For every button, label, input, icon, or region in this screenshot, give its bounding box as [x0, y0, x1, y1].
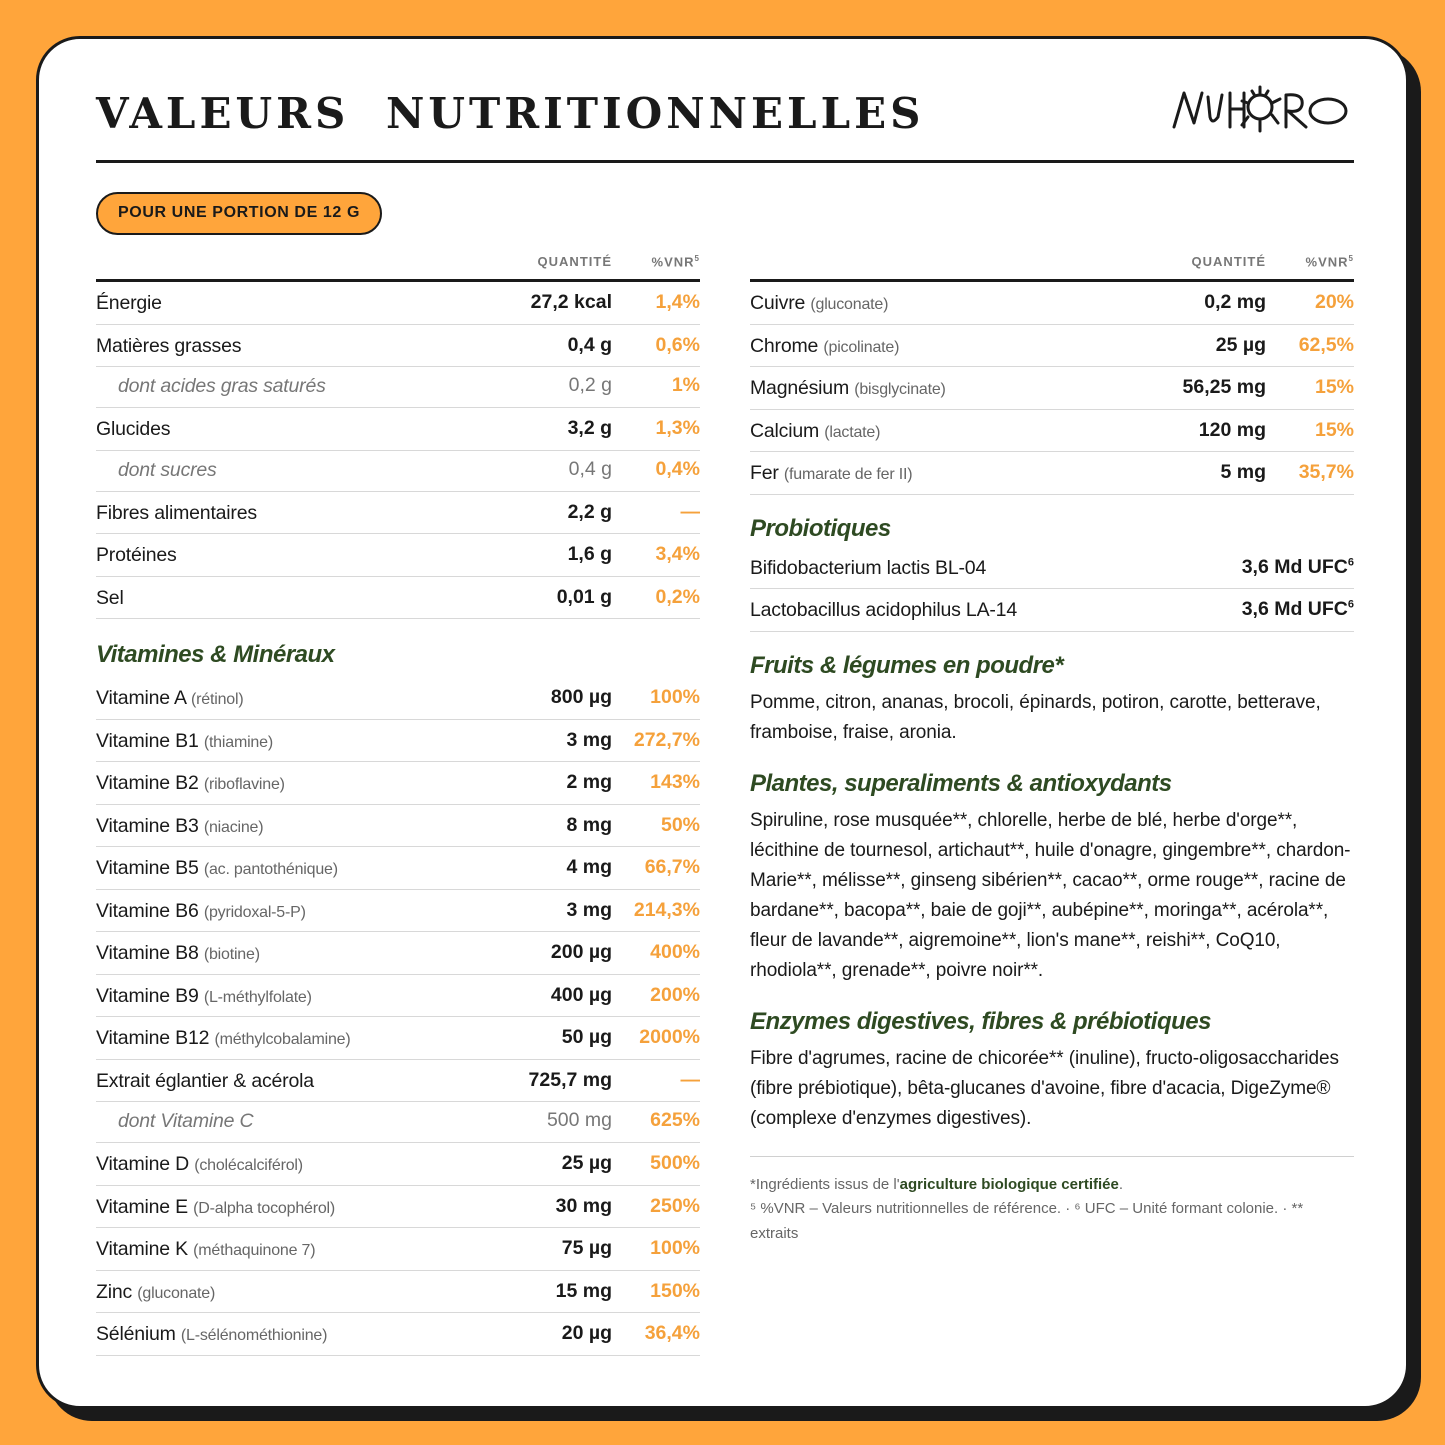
- nutrient-quantity: 4 mg: [566, 856, 612, 878]
- nutrient-form: (gluconate): [810, 296, 889, 313]
- vitamins-table: [96, 677, 700, 1356]
- nutrient-quantity: 20 µg: [561, 1322, 612, 1344]
- nutrient-label: Cuivre: [750, 292, 806, 314]
- nutrient-label: Fibres alimentaires: [96, 501, 257, 524]
- table-row: [96, 720, 700, 763]
- nutrient-vnr: 625%: [650, 1109, 700, 1131]
- plants-heading: Plantes, superaliments & antioxydants: [750, 769, 1172, 797]
- vitamins-heading: Vitamines & Minéraux: [96, 641, 335, 668]
- nutrient-label: dont acides gras saturés: [118, 375, 326, 397]
- nutrient-label: Vitamine B8: [96, 942, 199, 964]
- table-row: [96, 577, 700, 620]
- nutrient-label: Magnésium: [750, 377, 849, 399]
- nutrient-vnr: 100%: [650, 1237, 700, 1259]
- table-row: [750, 547, 1354, 590]
- nutrient-label: Zinc: [96, 1280, 133, 1303]
- table-row: [96, 1017, 700, 1060]
- table-row: [96, 492, 700, 535]
- nutrient-name: [96, 418, 170, 441]
- nutrient-quantity: 27,2 kcal: [530, 291, 612, 313]
- nutrient-vnr: 1%: [671, 374, 700, 396]
- nutrient-name: [750, 462, 912, 485]
- nutrient-vnr: 500%: [650, 1152, 700, 1174]
- table-row: [96, 534, 700, 577]
- title-divider: [96, 160, 1354, 163]
- nutrient-label: Sel: [96, 586, 124, 609]
- portion-badge: POUR UNE PORTION DE 12 G: [96, 192, 382, 235]
- nutrient-name: [750, 420, 880, 443]
- nutrient-label: Vitamine A: [96, 687, 186, 709]
- nutrient-label: dont sucres: [118, 458, 217, 481]
- nutrient-form: (riboflavine): [203, 776, 285, 793]
- probiotic-label: Bifidobacterium lactis BL-04: [750, 556, 987, 579]
- nutrient-label: Vitamine B3: [96, 814, 199, 837]
- nutrient-form: (rétinol): [191, 691, 244, 708]
- table-row: [96, 762, 700, 805]
- nutrient-name: [96, 942, 260, 965]
- plants-text: Spiruline, rose musquée**, chlorelle, herbe de blé, herbe d'orge**, lécithine de tournesol, artichaut**, huile d'onagre, gingembre**, chardon-Marie**, mélisse**, ginseng sibérien**, cacao**, orme rouge**, racine de bardane**, bacopa**, baie de goji**, aubépine**, moringa**, acérola**, fleur de lavande**, aigremoine**, lion's mane**, reishi**, CoQ10, rhodiola**, grenade**, poivre noir**.: [750, 809, 1351, 981]
- nutrient-form: (picolinate): [823, 338, 900, 356]
- footnote-definitions: ⁵ %VNR – Valeurs nutritionnelles de référence. · ⁶ UFC – Unité formant colonie. · ** extraits: [750, 1200, 1304, 1242]
- probiotic-qty: 3,6 Md UFC: [1241, 555, 1348, 578]
- nutrient-quantity: 0,01 g: [556, 585, 612, 608]
- nutrient-form: (L-méthylfolate): [203, 988, 312, 1006]
- vnr-header: %VNR$^5$: [1305, 254, 1354, 270]
- nutrient-form: (thiamine): [203, 733, 273, 751]
- nutrient-quantity: 0,2 mg: [1204, 291, 1266, 313]
- nutrient-name: [96, 1027, 350, 1050]
- nutrient-vnr: 0,2%: [655, 585, 700, 608]
- table-row: [96, 847, 700, 890]
- nutrient-label: Vitamine B2: [96, 772, 199, 794]
- nutrient-label: Fer: [750, 462, 779, 484]
- nutrient-vnr: 400%: [650, 941, 700, 963]
- nutrient-label: Vitamine B6: [96, 899, 199, 922]
- nutrient-quantity: 75 µg: [561, 1237, 612, 1259]
- nutrient-name: [750, 292, 888, 315]
- probiotic-footnote-ref: 6: [1347, 556, 1354, 568]
- nutrient-label: Vitamine B9: [96, 984, 199, 1007]
- nutrient-name: [96, 587, 124, 610]
- nutrient-vnr: 100%: [650, 686, 700, 708]
- nutrient-label: Calcium: [750, 419, 820, 442]
- probiotics-heading: Probiotiques: [750, 514, 891, 542]
- nutrient-quantity: 120 mg: [1198, 418, 1266, 441]
- right-column: [750, 254, 1354, 1246]
- nutrient-vnr: 15%: [1314, 376, 1354, 398]
- nutrient-vnr: 20%: [1314, 291, 1354, 313]
- nutrient-quantity: 50 µg: [561, 1026, 612, 1048]
- nutrient-quantity: 2,2 g: [567, 500, 612, 523]
- table-row: [96, 677, 700, 720]
- nutrient-label: Sélénium: [96, 1323, 176, 1345]
- nutrient-label: Extrait églantier & acérola: [96, 1069, 314, 1092]
- enzymes-text: Fibre d'agrumes, racine de chicorée** (inuline), fructo-oligosaccharides (fibre prébiotique), bêta-glucanes d'avoine, fibre d'acacia, DigeZyme® (complexe d'enzymes digestives).: [750, 1047, 1339, 1129]
- brand-logo: [1172, 83, 1354, 139]
- nutrient-label: Vitamine E: [96, 1195, 188, 1218]
- nutrient-vnr: 1,4%: [655, 291, 700, 313]
- nutrient-name: [96, 335, 241, 358]
- footnotes: [750, 1173, 1354, 1247]
- table-row: [750, 325, 1354, 368]
- nutrient-form: (méthaquinone 7): [193, 1242, 316, 1259]
- nutrient-name: [750, 335, 899, 358]
- nutrient-name: [96, 502, 257, 525]
- nutrient-quantity: 0,4 g: [567, 333, 612, 356]
- nutrient-vnr: 66,7%: [644, 856, 700, 878]
- nutrient-form: (niacine): [203, 818, 264, 836]
- left-table-header: [96, 254, 700, 282]
- nutrient-vnr: 150%: [650, 1279, 700, 1302]
- nutrient-label: Vitamine B12: [96, 1027, 210, 1049]
- nutrient-quantity: 200 µg: [550, 941, 612, 963]
- nutrition-card: [36, 36, 1409, 1409]
- nutrient-vnr: 3,4%: [655, 543, 700, 565]
- nutrient-form: (gluconate): [137, 1284, 216, 1302]
- nutrient-form: (ac. pantothénique): [203, 861, 338, 878]
- nutrient-name: [96, 1070, 314, 1093]
- table-row: [96, 325, 700, 368]
- table-row: [750, 367, 1354, 410]
- nutrient-form: (lactate): [824, 423, 881, 441]
- table-row: [96, 890, 700, 933]
- table-row: [750, 452, 1354, 495]
- nutrient-label: Glucides: [96, 418, 171, 440]
- nutrient-name: [96, 1323, 327, 1346]
- nutrient-vnr: 36,4%: [644, 1322, 700, 1344]
- nutrient-vnr: 272,7%: [633, 728, 700, 751]
- nutrient-name: [118, 1110, 253, 1133]
- nutrient-vnr: 143%: [650, 771, 700, 793]
- nutrient-quantity: 5 mg: [1220, 461, 1266, 483]
- nutrient-label: Vitamine D: [96, 1153, 190, 1175]
- nutrient-quantity: 8 mg: [566, 813, 612, 836]
- nutrient-quantity: 725,7 mg: [528, 1068, 612, 1091]
- nutrient-vnr: 0,6%: [655, 333, 700, 356]
- probiotic-quantity: [1242, 556, 1354, 579]
- nutrient-quantity: 800 µg: [550, 686, 612, 708]
- table-row: [96, 367, 700, 408]
- nutrient-name: [96, 1196, 335, 1219]
- nutrient-label: Vitamine B1: [96, 729, 199, 752]
- table-row: [750, 410, 1354, 453]
- nutrient-vnr: 62,5%: [1298, 333, 1354, 356]
- table-row: [96, 975, 700, 1018]
- nutrient-vnr: 1,3%: [655, 417, 700, 439]
- nutrient-vnr: 35,7%: [1298, 461, 1354, 483]
- nutrient-name: [96, 292, 162, 315]
- table-row: [96, 451, 700, 492]
- page-title: VALEURS NUTRITIONNELLES: [96, 89, 925, 138]
- footnote-divider: [750, 1156, 1354, 1157]
- nutrient-quantity: 0,2 g: [568, 374, 612, 396]
- nutrient-vnr: 250%: [650, 1194, 700, 1217]
- nutrient-form: (méthylcobalamine): [214, 1031, 351, 1048]
- nutrient-name: [96, 1281, 215, 1304]
- nutrient-name: [96, 1238, 315, 1261]
- probiotics-table: [750, 547, 1354, 632]
- nutrient-vnr: —: [680, 1068, 700, 1091]
- nutrient-vnr: 2000%: [639, 1026, 700, 1048]
- table-row: [96, 932, 700, 975]
- table-row: [96, 1186, 700, 1229]
- table-row: [96, 1271, 700, 1314]
- nutrient-name: [96, 1153, 303, 1176]
- vnr-header: %VNR$^5$: [651, 254, 700, 270]
- table-row: [96, 1228, 700, 1271]
- nutrient-name: [96, 985, 312, 1008]
- nutrient-quantity: 0,4 g: [568, 457, 612, 480]
- table-row: [96, 805, 700, 848]
- probiotic-label: Lactobacillus acidophilus LA-14: [750, 599, 1017, 621]
- nutrient-name: [96, 900, 306, 923]
- enzymes-heading: Enzymes digestives, fibres & prébiotiques: [750, 1007, 1211, 1035]
- fruits-text: Pomme, citron, ananas, brocoli, épinards, potiron, carotte, betterave, framboise, fraise, aronia.: [750, 691, 1321, 743]
- table-row: [96, 408, 700, 451]
- nutrient-vnr: 50%: [660, 813, 700, 836]
- nutrient-quantity: 2 mg: [566, 771, 612, 793]
- nutrient-name: [96, 730, 273, 753]
- table-row: [96, 282, 700, 325]
- nutrient-form: (L-sélénométhionine): [180, 1327, 328, 1344]
- nutrient-name: [96, 772, 285, 795]
- nutrient-quantity: 1,6 g: [567, 543, 612, 565]
- nutrient-form: (cholécalciférol): [194, 1157, 303, 1174]
- probiotic-footnote-ref: 6: [1347, 598, 1354, 611]
- nutrient-name: [96, 815, 263, 838]
- nutrient-vnr: —: [680, 500, 700, 523]
- nutrient-quantity: 30 mg: [555, 1194, 612, 1217]
- nutrient-form: (bisglycinate): [854, 381, 946, 398]
- nutrient-name: [118, 375, 326, 398]
- left-column: [96, 254, 700, 1356]
- nutrient-name: [96, 544, 177, 567]
- table-row: [96, 1313, 700, 1356]
- nutrient-quantity: 400 µg: [550, 983, 612, 1006]
- nutrient-form: (D-alpha tocophérol): [193, 1199, 336, 1217]
- table-row: [750, 589, 1354, 632]
- nutrient-label: Énergie: [96, 292, 162, 314]
- nutrient-quantity: 56,25 mg: [1182, 376, 1266, 398]
- table-row: [96, 1060, 700, 1103]
- nutrient-label: Matières grasses: [96, 334, 242, 357]
- probiotic-name: [750, 599, 1017, 622]
- nutrient-name: [750, 377, 946, 400]
- nutrient-label: Protéines: [96, 544, 177, 566]
- nutrient-label: Vitamine K: [96, 1238, 188, 1260]
- nutrient-vnr: 0,4%: [655, 457, 700, 480]
- nutrient-label: Vitamine B5: [96, 857, 199, 879]
- qty-header: QUANTITÉ: [1191, 254, 1266, 269]
- fruits-heading: Fruits & légumes en poudre*: [750, 651, 1064, 679]
- footnote-organic: *Ingrédients issus de l'agriculture biologique certifiée.: [750, 1175, 1124, 1193]
- nutrient-quantity: 500 mg: [546, 1109, 612, 1131]
- nutrient-vnr: 15%: [1314, 418, 1354, 441]
- probiotic-qty: 3,6 Md UFC: [1241, 598, 1348, 620]
- macros-table: [96, 282, 700, 619]
- qty-header: QUANTITÉ: [537, 254, 612, 269]
- probiotic-name: [750, 557, 986, 580]
- nutrient-name: [118, 459, 217, 482]
- nutrient-label: Chrome: [750, 334, 819, 357]
- nutrient-quantity: 3,2 g: [567, 417, 612, 439]
- table-row: [750, 282, 1354, 325]
- nutrient-quantity: 25 µg: [1215, 333, 1266, 356]
- nutrient-form: (biotine): [203, 946, 260, 963]
- nutrient-vnr: 214,3%: [633, 898, 700, 921]
- nutrient-label: dont Vitamine C: [118, 1110, 254, 1132]
- nutrient-form: (fumarate de fer II): [783, 466, 913, 483]
- table-row: [96, 1102, 700, 1143]
- nutrient-quantity: 15 mg: [555, 1279, 612, 1302]
- nutrient-vnr: 200%: [650, 983, 700, 1006]
- nutrient-name: [96, 857, 338, 880]
- table-row: [96, 1143, 700, 1186]
- probiotic-quantity: [1242, 598, 1354, 621]
- nutrient-quantity: 25 µg: [561, 1152, 612, 1174]
- minerals-table: [750, 282, 1354, 495]
- nutrient-form: (pyridoxal-5-P): [203, 903, 306, 921]
- right-table-header: [750, 254, 1354, 282]
- nutrient-quantity: 3 mg: [566, 898, 612, 921]
- nutrient-quantity: 3 mg: [566, 728, 612, 751]
- nutrient-name: [96, 687, 243, 710]
